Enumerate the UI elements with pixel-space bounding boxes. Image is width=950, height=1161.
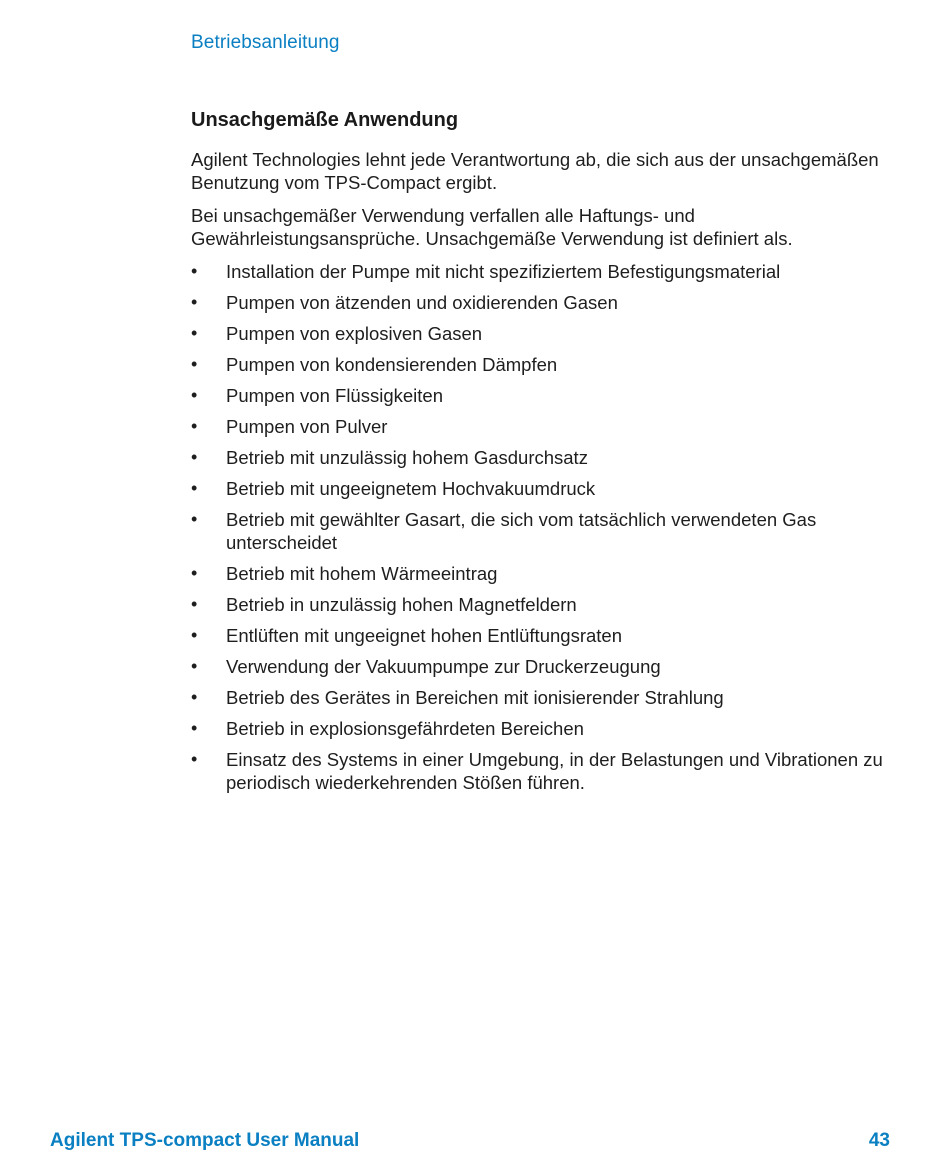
bullet-icon: • [191,749,198,769]
list-item-text: Einsatz des Systems in einer Umgebung, in der Belastungen und Vibrationen zu periodisch wiederkehrenden Stößen führen. [226,749,883,793]
list-item [191,260,911,283]
list-item [191,593,911,616]
section-title: Unsachgemäße Anwendung [191,109,459,131]
list-item [191,508,911,554]
list-item-text: Pumpen von explosiven Gasen [226,323,483,344]
bullet-icon: • [191,292,198,312]
list-item-text: Betrieb in explosionsgefährdeten Bereichen [226,718,584,739]
bullet-icon: • [191,261,198,281]
list-item-text: Betrieb in unzulässig hohen Magnetfeldern [226,594,577,615]
list-item [191,748,911,794]
list-item [191,686,911,709]
bullet-icon: • [191,385,198,405]
main-content [191,106,911,802]
running-header: Betriebsanleitung [191,32,340,53]
list-item [191,477,911,500]
list-item [191,415,911,438]
bullet-icon: • [191,718,198,738]
list-item [191,353,911,376]
list-item-text: Pumpen von Pulver [226,416,388,437]
page-number: 43 [868,1130,890,1151]
list-item [191,624,911,647]
misuse-list [191,260,911,794]
list-item [191,655,911,678]
list-item-text: Verwendung der Vakuumpumpe zur Druckerzeugung [226,656,661,677]
list-item-text: Betrieb des Gerätes in Bereichen mit ionisierender Strahlung [226,687,724,708]
bullet-icon: • [191,509,198,529]
list-item-text: Betrieb mit unzulässig hohem Gasdurchsatz [226,447,588,468]
paragraph-definition: Bei unsachgemäßer Verwendung verfallen alle Haftungs- und Gewährleistungsansprüche. Unsachgemäße Verwendung ist definiert als. [191,205,793,249]
list-item [191,384,911,407]
list-item-text: Pumpen von Flüssigkeiten [226,385,443,406]
list-item [191,446,911,469]
bullet-icon: • [191,656,198,676]
list-item-text: Entlüften mit ungeeignet hohen Entlüftungsraten [226,625,622,646]
bullet-icon: • [191,625,198,645]
footer-manual-title: Agilent TPS-compact User Manual [50,1130,360,1151]
list-item [191,322,911,345]
bullet-icon: • [191,416,198,436]
bullet-icon: • [191,478,198,498]
list-item-text: Pumpen von ätzenden und oxidierenden Gasen [226,292,618,313]
bullet-icon: • [191,447,198,467]
list-item [191,562,911,585]
paragraph-liability: Agilent Technologies lehnt jede Verantwortung ab, die sich aus der unsachgemäßen Benutzung vom TPS-Compact ergibt. [191,149,879,193]
bullet-icon: • [191,594,198,614]
list-item [191,291,911,314]
bullet-icon: • [191,354,198,374]
list-item-text: Betrieb mit hohem Wärmeeintrag [226,563,498,584]
list-item-text: Betrieb mit gewählter Gasart, die sich vom tatsächlich verwendeten Gas unterscheidet [226,509,817,553]
list-item-text: Betrieb mit ungeeignetem Hochvakuumdruck [226,478,596,499]
bullet-icon: • [191,323,198,343]
list-item-text: Pumpen von kondensierenden Dämpfen [226,354,558,375]
list-item [191,717,911,740]
bullet-icon: • [191,687,198,707]
list-item-text: Installation der Pumpe mit nicht spezifiziertem Befestigungsmaterial [226,261,781,282]
bullet-icon: • [191,563,198,583]
